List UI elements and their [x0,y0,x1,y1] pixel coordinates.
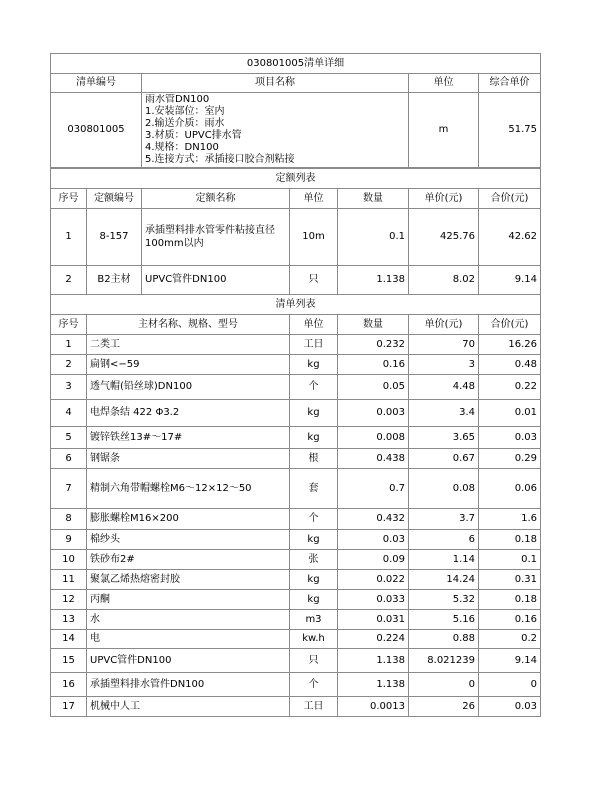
list-cell-index: 5 [51,427,87,449]
list-cell-unit: kg [290,355,338,375]
quota-cell-price: 425.76 [409,209,479,266]
quota-cell-qty: 1.138 [338,266,409,295]
table-row [51,530,541,550]
list-cell-index: 16 [51,673,87,697]
list-header: 数量 [338,315,409,335]
list-cell-price: 0.88 [409,630,479,649]
list-cell-unit: 套 [290,469,338,509]
list-cell-index: 14 [51,630,87,649]
list-cell-qty: 0.224 [338,630,409,649]
table-row [51,697,541,717]
material-list-table [50,294,541,717]
list-cell-qty: 0.008 [338,427,409,449]
table-row [51,630,541,649]
list-cell-price: 0.67 [409,449,479,469]
list-cell-total: 0.06 [479,469,541,509]
list-cell-index: 12 [51,590,87,610]
item-price: 51.75 [479,93,541,168]
list-cell-unit: 个 [290,375,338,400]
list-cell-qty: 0.232 [338,335,409,355]
item-desc-line: 4.规格：DN100 [145,142,219,153]
quota-cell-name: 承插塑料排水管零件粘接直径100mm以内 [142,209,290,266]
list-cell-total: 0.22 [479,375,541,400]
list-header: 序号 [51,315,87,335]
header-price: 综合单价 [479,74,541,93]
list-cell-total: 0.31 [479,570,541,590]
quota-cell-unit: 10m [290,209,338,266]
list-cell-name: 承插塑料排水管件DN100 [87,673,290,697]
list-cell-name: 铁砂布2# [87,550,290,570]
list-cell-qty: 0.16 [338,355,409,375]
list-cell-index: 3 [51,375,87,400]
table-row [51,266,541,295]
list-cell-qty: 0.022 [338,570,409,590]
quota-header: 定额名称 [142,189,290,209]
list-cell-name: 水 [87,610,290,630]
table-row [51,590,541,610]
list-cell-total: 0.2 [479,630,541,649]
list-cell-qty: 0.003 [338,400,409,427]
list-cell-qty: 1.138 [338,673,409,697]
list-cell-unit: kw.h [290,630,338,649]
list-cell-name: 透气帽(铅丝球)DN100 [87,375,290,400]
list-header: 合价(元) [479,315,541,335]
quota-cell-name: UPVC管件DN100 [142,266,290,295]
quota-cell-total: 42.62 [479,209,541,266]
list-cell-index: 9 [51,530,87,550]
list-cell-unit: 工日 [290,697,338,717]
item-desc-line: 1.安装部位：室内 [145,106,225,117]
list-cell-unit: 张 [290,550,338,570]
table-row [51,469,541,509]
quota-cell-code: B2主材 [87,266,142,295]
list-cell-price: 3.65 [409,427,479,449]
table-row [51,509,541,530]
list-section-title: 清单列表 [51,295,541,315]
list-cell-total: 0.18 [479,530,541,550]
list-cell-unit: 个 [290,673,338,697]
quota-cell-unit: 只 [290,266,338,295]
list-cell-qty: 0.09 [338,550,409,570]
list-cell-index: 4 [51,400,87,427]
quota-header: 序号 [51,189,87,209]
list-cell-unit: 工日 [290,335,338,355]
list-cell-total: 0 [479,673,541,697]
list-cell-qty: 0.7 [338,469,409,509]
quota-cell-index: 1 [51,209,87,266]
list-cell-total: 0.29 [479,449,541,469]
list-header: 单价(元) [409,315,479,335]
list-cell-qty: 0.432 [338,509,409,530]
list-cell-total: 0.16 [479,610,541,630]
list-cell-unit: kg [290,590,338,610]
table-row [51,375,541,400]
table-row [51,570,541,590]
list-cell-qty: 1.138 [338,649,409,673]
quota-header: 数量 [338,189,409,209]
quota-header: 合价(元) [479,189,541,209]
list-cell-total: 9.14 [479,649,541,673]
table-row [51,449,541,469]
list-body [51,335,541,717]
list-cell-total: 0.18 [479,590,541,610]
list-cell-index: 17 [51,697,87,717]
list-cell-unit: kg [290,530,338,550]
item-summary-table [50,53,541,168]
header-code: 清单编号 [51,74,142,93]
list-cell-price: 3.4 [409,400,479,427]
list-header: 单位 [290,315,338,335]
list-cell-name: 扁钢<−59 [87,355,290,375]
table-row [51,427,541,449]
list-cell-price: 0.08 [409,469,479,509]
list-cell-name: 精制六角带帽螺栓M6～12×12～50 [87,469,290,509]
list-cell-qty: 0.03 [338,530,409,550]
list-cell-name: 二类工 [87,335,290,355]
item-desc-line: 2.输送介质：雨水 [145,118,225,129]
item-description [142,93,409,168]
table-row [51,550,541,570]
list-cell-price: 6 [409,530,479,550]
list-cell-price: 8.021239 [409,649,479,673]
list-cell-index: 11 [51,570,87,590]
list-cell-name: 电 [87,630,290,649]
list-cell-price: 26 [409,697,479,717]
list-cell-qty: 0.033 [338,590,409,610]
list-cell-index: 2 [51,355,87,375]
list-cell-name: 电焊条结 422 Φ3.2 [87,400,290,427]
quota-cell-price: 8.02 [409,266,479,295]
quota-header: 单价(元) [409,189,479,209]
list-cell-price: 1.14 [409,550,479,570]
list-cell-total: 16.26 [479,335,541,355]
item-desc-line: 3.材质：UPVC排水管 [145,130,242,141]
list-cell-index: 13 [51,610,87,630]
list-cell-price: 5.16 [409,610,479,630]
list-cell-index: 6 [51,449,87,469]
list-cell-index: 15 [51,649,87,673]
list-cell-qty: 0.05 [338,375,409,400]
list-cell-total: 0.01 [479,400,541,427]
list-cell-total: 0.1 [479,550,541,570]
list-cell-price: 5.32 [409,590,479,610]
table-row [51,673,541,697]
list-cell-unit: 个 [290,509,338,530]
quota-header: 定额编号 [87,189,142,209]
table-row [51,335,541,355]
table-row [51,610,541,630]
item-desc-line: 雨水管DN100 [145,94,210,105]
page-title: 030801005清单详细 [51,54,541,74]
quota-cell-qty: 0.1 [338,209,409,266]
list-cell-total: 0.03 [479,697,541,717]
list-cell-index: 7 [51,469,87,509]
quota-section-title: 定额列表 [51,169,541,189]
list-cell-price: 14.24 [409,570,479,590]
list-cell-unit: 只 [290,649,338,673]
quota-cell-total: 9.14 [479,266,541,295]
list-cell-name: 丙酮 [87,590,290,610]
list-cell-name: 机械中人工 [87,697,290,717]
list-cell-total: 1.6 [479,509,541,530]
list-cell-price: 3 [409,355,479,375]
list-cell-unit: 根 [290,449,338,469]
header-name: 项目名称 [142,74,409,93]
list-cell-qty: 0.0013 [338,697,409,717]
list-cell-name: 膨胀螺栓M16×200 [87,509,290,530]
list-cell-price: 0 [409,673,479,697]
header-unit: 单位 [409,74,479,93]
list-cell-name: UPVC管件DN100 [87,649,290,673]
list-cell-unit: kg [290,400,338,427]
list-cell-qty: 0.031 [338,610,409,630]
list-cell-unit: kg [290,427,338,449]
table-row [51,400,541,427]
list-cell-price: 3.7 [409,509,479,530]
list-cell-name: 棉纱头 [87,530,290,550]
item-unit: m [409,93,479,168]
list-cell-unit: m3 [290,610,338,630]
list-header: 主材名称、规格、型号 [87,315,290,335]
list-cell-index: 8 [51,509,87,530]
list-cell-price: 4.48 [409,375,479,400]
quota-cell-index: 2 [51,266,87,295]
list-cell-total: 0.03 [479,427,541,449]
quota-cell-code: 8-157 [87,209,142,266]
list-cell-index: 10 [51,550,87,570]
list-cell-name: 聚氯乙烯热熔密封胶 [87,570,290,590]
list-cell-price: 70 [409,335,479,355]
list-cell-index: 1 [51,335,87,355]
list-cell-total: 0.48 [479,355,541,375]
table-row [51,355,541,375]
quota-header: 单位 [290,189,338,209]
table-row [51,649,541,673]
table-row [51,209,541,266]
list-cell-name: 钢锯条 [87,449,290,469]
list-cell-unit: kg [290,570,338,590]
item-code: 030801005 [51,93,142,168]
item-desc-line: 5.连接方式：承插接口胶合剂粘接 [145,154,295,165]
quota-table [50,168,541,295]
list-cell-name: 镀锌铁丝13#～17# [87,427,290,449]
list-cell-qty: 0.438 [338,449,409,469]
